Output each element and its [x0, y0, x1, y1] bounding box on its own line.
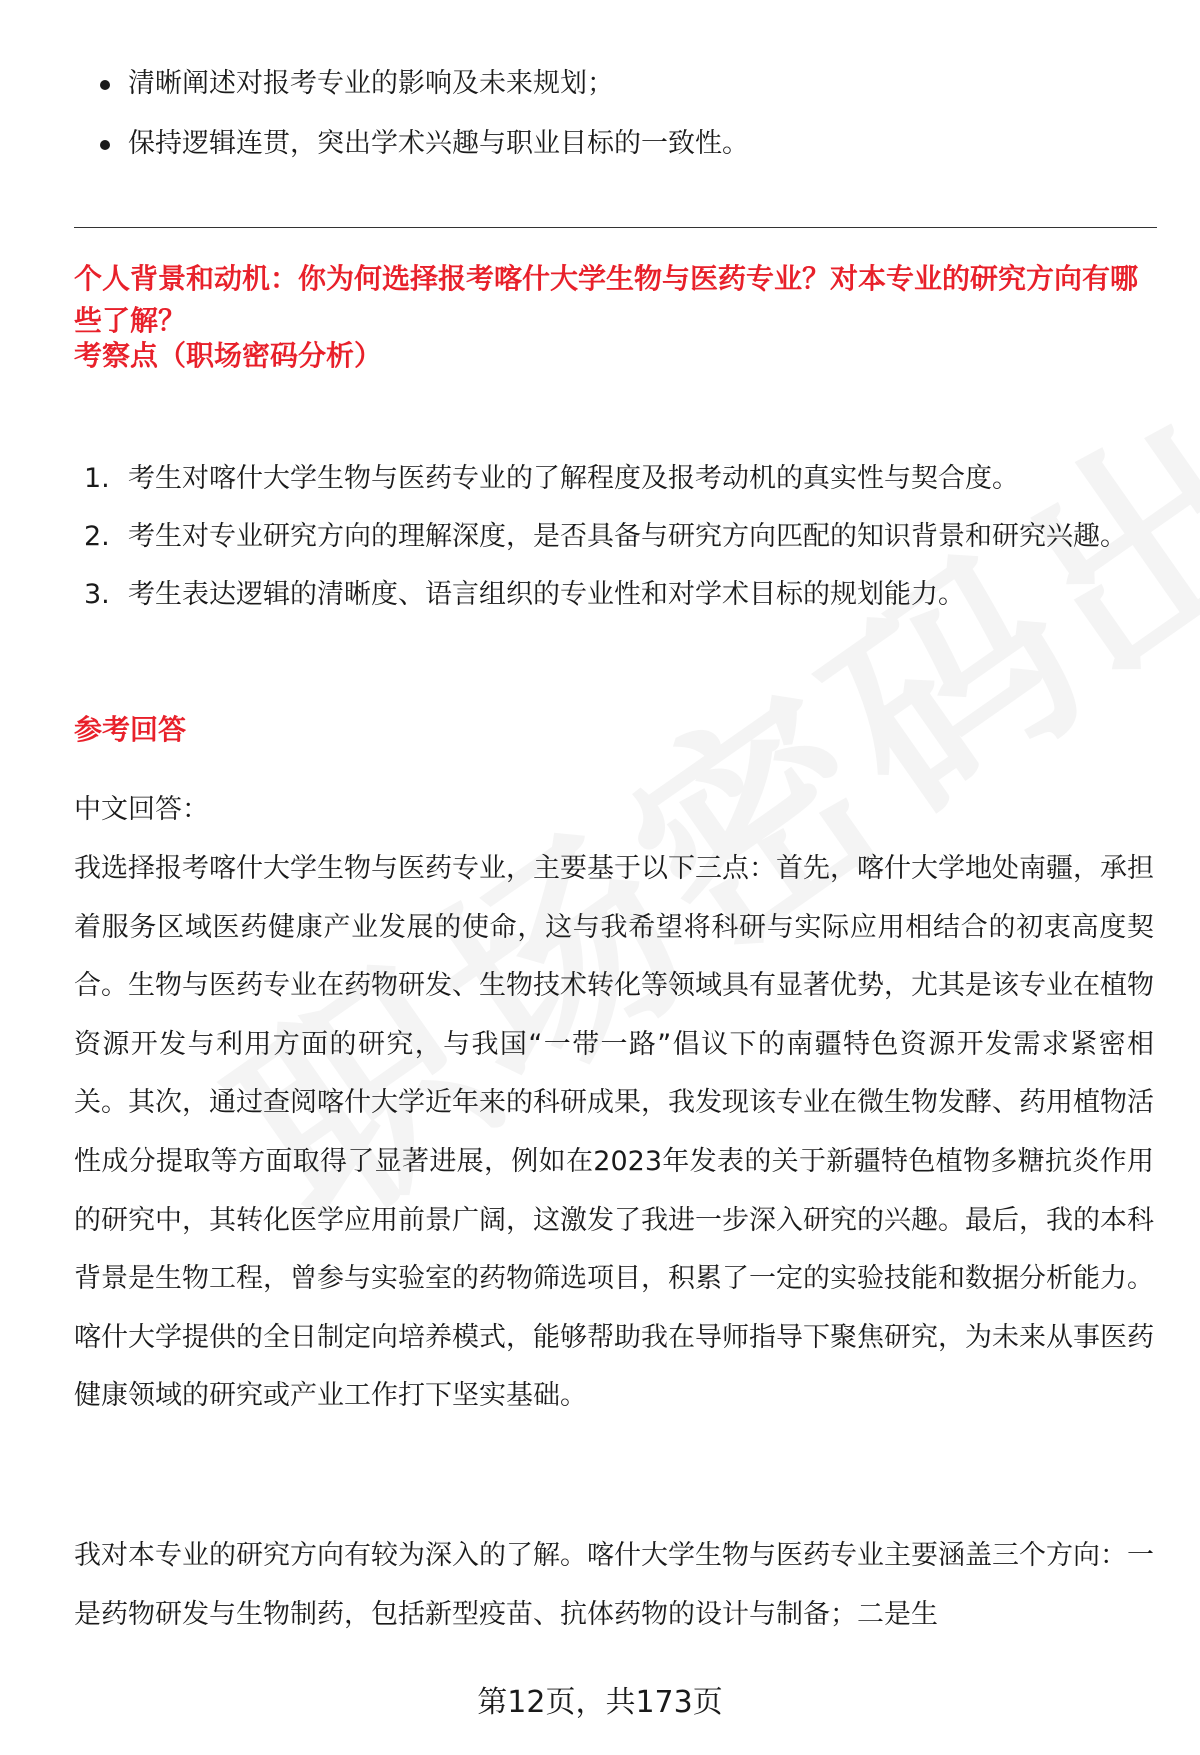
list-number: 1.	[84, 463, 110, 494]
question-heading: 个人背景和动机：你为何选择报考喀什大学生物与医药专业？对本专业的研究方向有哪些了解？	[74, 262, 1139, 337]
answer-label: 中文回答：	[74, 794, 209, 825]
section-divider	[74, 227, 1157, 228]
list-item	[100, 66, 1140, 102]
assessment-list	[74, 450, 1154, 624]
point-text: 考生表达逻辑的清晰度、语言组织的专业性和对学术目标的规划能力。	[128, 579, 965, 610]
list-item	[74, 566, 1154, 624]
list-number: 2.	[84, 521, 110, 552]
list-item	[74, 508, 1154, 566]
page-footer: 第12页，共173页	[477, 1685, 723, 1720]
list-item	[100, 126, 1140, 162]
bullet-dot-icon	[100, 140, 110, 150]
list-item	[74, 450, 1154, 508]
assessment-heading: 考察点（职场密码分析）	[74, 339, 383, 372]
answer-paragraph-2: 我对本专业的研究方向有较为深入的了解。喀什大学生物与医药专业主要涵盖三个方向：一是药物研发与生物制药，包括新型疫苗、抗体药物的设计与制备；二是生	[74, 1540, 1154, 1630]
list-number: 3.	[84, 579, 110, 610]
bullet-dot-icon	[100, 80, 110, 90]
reference-heading: 参考回答	[74, 713, 187, 746]
bullet-text: 保持逻辑连贯，突出学术兴趣与职业目标的一致性。	[128, 128, 749, 159]
point-text: 考生对喀什大学生物与医药专业的了解程度及报考动机的真实性与契合度。	[128, 463, 1019, 494]
point-text: 考生对专业研究方向的理解深度，是否具备与研究方向匹配的知识背景和研究兴趣。	[128, 521, 1127, 552]
bullet-list	[100, 66, 1140, 186]
bullet-text: 清晰阐述对报考专业的影响及未来规划；	[128, 68, 614, 99]
answer-paragraph-1: 我选择报考喀什大学生物与医药专业，主要基于以下三点：首先，喀什大学地处南疆，承担着服务区域医药健康产业发展的使命，这与我希望将科研与实际应用相结合的初衷高度契合。生物与医药专业在药物研发、生物技术转化等领域具有显著优势，尤其是该专业在植物资源开发与利用方面的研究，与我国“一带一路”倡议下的南疆特色资源开发需求紧密相关。其次，通过查阅喀什大学近年来的科研成果，我发现该专业在微生物发酵、药用植物活性成分提取等方面取得了显著进展，例如在2023年发表的关于新疆特色植物多糖抗炎作用的研究中，其转化医学应用前景广阔，这激发了我进一步深入研究的兴趣。最后，我的本科背景是生物工程，曾参与实验室的药物筛选项目，积累了一定的实验技能和数据分析能力。喀什大学提供的全日制定向培养模式，能够帮助我在导师指导下聚焦研究，为未来从事医药健康领域的研究或产业工作打下坚实基础。	[74, 853, 1154, 1412]
